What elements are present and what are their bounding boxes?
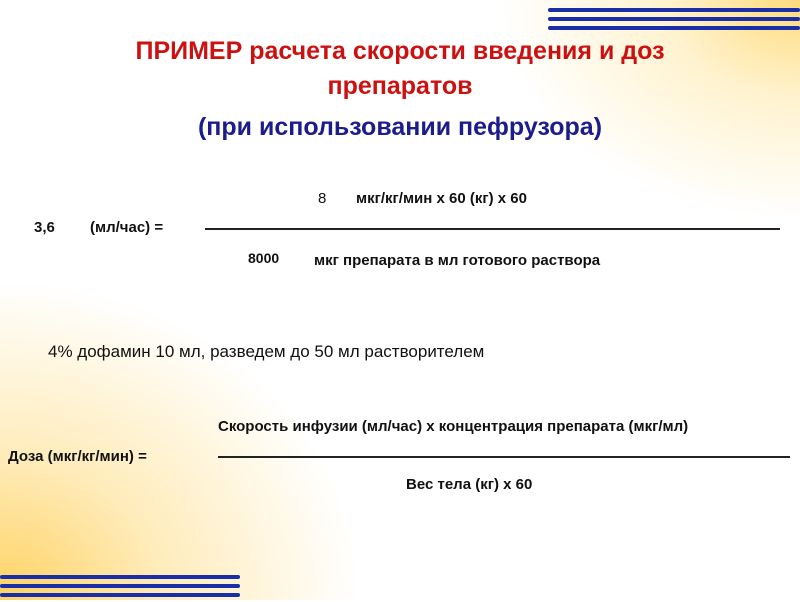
title-line1-rest: расчета скорости введения и доз bbox=[242, 37, 665, 65]
decorative-stripes-bottom bbox=[0, 575, 240, 602]
slide-title-line1 bbox=[0, 34, 800, 68]
formula2-fraction-line bbox=[218, 456, 790, 458]
formula1-numerator-text: мкг/кг/мин х 60 (кг) х 60 bbox=[356, 190, 527, 207]
formula2-numerator: Скорость инфузии (мл/час) х концентрация препарата (мкг/мл) bbox=[218, 418, 689, 435]
formula1-numerator-value: 8 bbox=[318, 190, 327, 207]
formula2-denominator: Вес тела (кг) х 60 bbox=[406, 476, 533, 493]
formula1-result: 3,6 bbox=[34, 219, 55, 236]
decorative-stripes-top bbox=[548, 8, 800, 35]
dilution-note: 4% дофамин 10 мл, разведем до 50 мл растворителем bbox=[48, 342, 485, 361]
formula2-lhs: Доза (мкг/кг/мин) = bbox=[8, 448, 147, 465]
slide-subtitle: (при использовании пефрузора) bbox=[197, 113, 603, 141]
formula1-fraction-line bbox=[205, 228, 780, 230]
formula1-denominator-text: мкг препарата в мл готового раствора bbox=[314, 252, 601, 269]
slide-title-line2: препаратов bbox=[327, 72, 473, 100]
formula1-denominator-value: 8000 bbox=[248, 250, 280, 266]
title-highlight: ПРИМЕР bbox=[135, 37, 243, 65]
formula1-lhs-unit: (мл/час) = bbox=[90, 219, 164, 236]
